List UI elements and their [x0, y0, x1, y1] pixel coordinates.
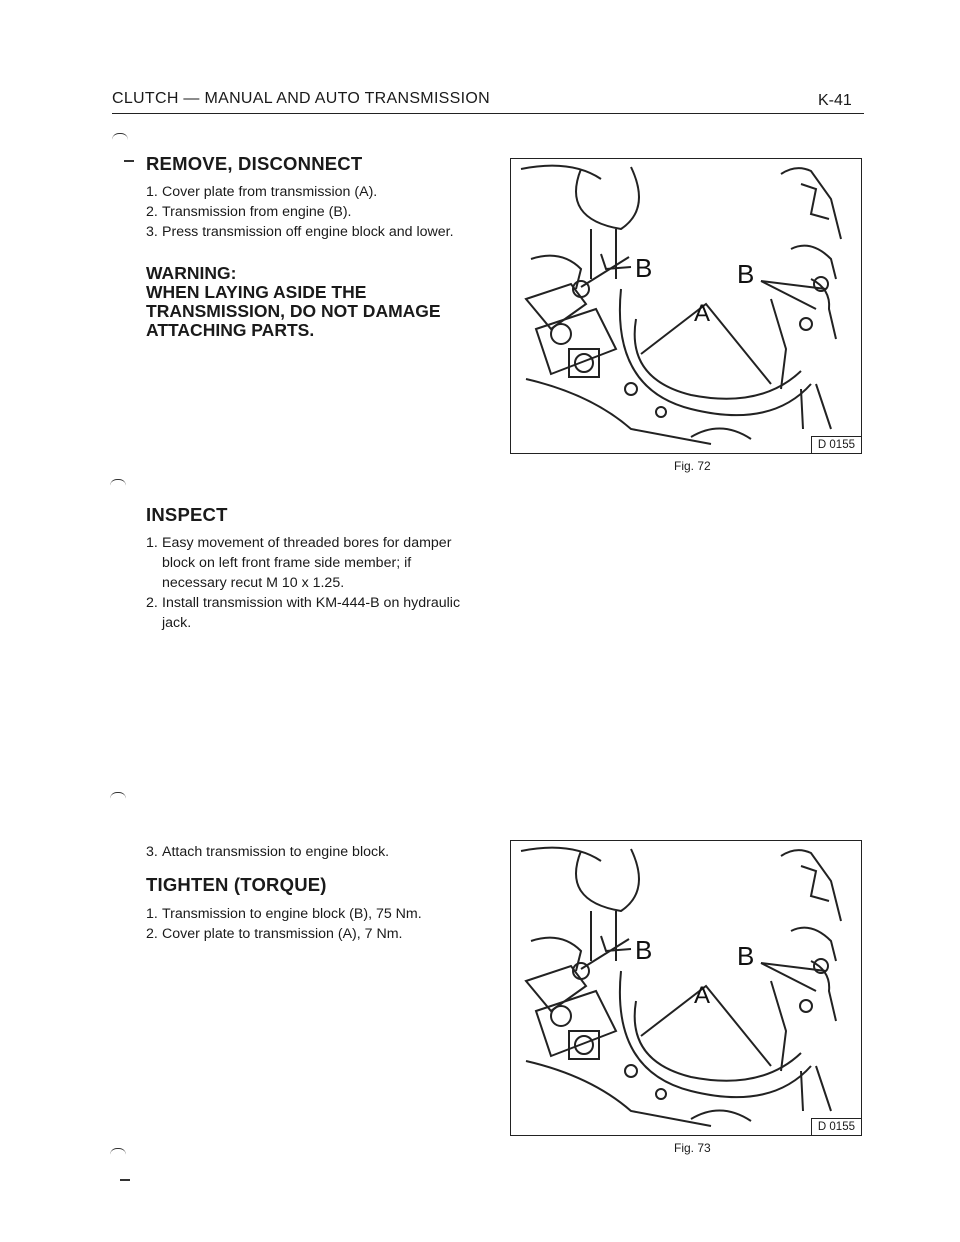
svg-text:B: B: [635, 935, 653, 965]
svg-text:B: B: [737, 259, 755, 289]
figure-73-caption: Fig. 73: [674, 1141, 711, 1155]
transmission-diagram: [511, 159, 861, 453]
list-item: 3. Press transmission off engine block and lower.: [146, 224, 454, 240]
remove-steps-list: [146, 182, 476, 242]
list-item: 2. Transmission from engine (B).: [146, 204, 352, 220]
header-rule: [112, 113, 864, 114]
section-heading-tighten: TIGHTEN (TORQUE): [146, 874, 327, 895]
figure-code: D 0155: [811, 436, 862, 454]
figure-72-illustration: [510, 158, 862, 454]
transmission-diagram: [511, 841, 861, 1135]
warning-block: [146, 264, 486, 340]
warning-label: WARNING:: [146, 263, 237, 283]
list-item: 1. Transmission to engine block (B), 75 Nm.: [146, 906, 422, 922]
list-item: 1. Easy movement of threaded bores for damper block on left front frame side member; if necessary recut M 10 x 1.25.: [146, 535, 452, 591]
svg-text:A: A: [694, 982, 711, 1009]
list-item: 1. Cover plate from transmission (A).: [146, 184, 378, 200]
margin-dash: [120, 1179, 130, 1181]
list-item: 2. Cover plate to transmission (A), 7 Nm.: [146, 926, 403, 942]
tighten-steps-list: [146, 904, 476, 944]
list-item: 2. Install transmission with KM-444-B on hydraulic jack.: [146, 595, 461, 631]
svg-text:B: B: [635, 253, 653, 283]
margin-mark: [110, 792, 126, 799]
svg-text:A: A: [694, 300, 711, 327]
section-heading-remove: REMOVE, DISCONNECT: [146, 153, 363, 174]
page-number: K-41: [818, 92, 852, 109]
margin-dash: [124, 160, 134, 162]
inspect-steps-list: [146, 533, 476, 633]
margin-mark: [112, 133, 128, 140]
list-item: 3. Attach transmission to engine block.: [146, 844, 390, 860]
figure-73-illustration: [510, 840, 862, 1136]
section-heading-inspect: INSPECT: [146, 504, 228, 525]
figure-code: D 0155: [811, 1118, 862, 1136]
attach-steps-list: [146, 842, 476, 862]
margin-mark: [110, 1148, 126, 1155]
warning-text: WHEN LAYING ASIDE THE TRANSMISSION, DO NOT DAMAGE ATTACHING PARTS.: [146, 282, 441, 340]
page-header-title: CLUTCH — MANUAL AND AUTO TRANSMISSION: [112, 90, 490, 107]
svg-text:B: B: [737, 941, 755, 971]
figure-72-caption: Fig. 72: [674, 459, 711, 473]
margin-mark: [110, 479, 126, 486]
